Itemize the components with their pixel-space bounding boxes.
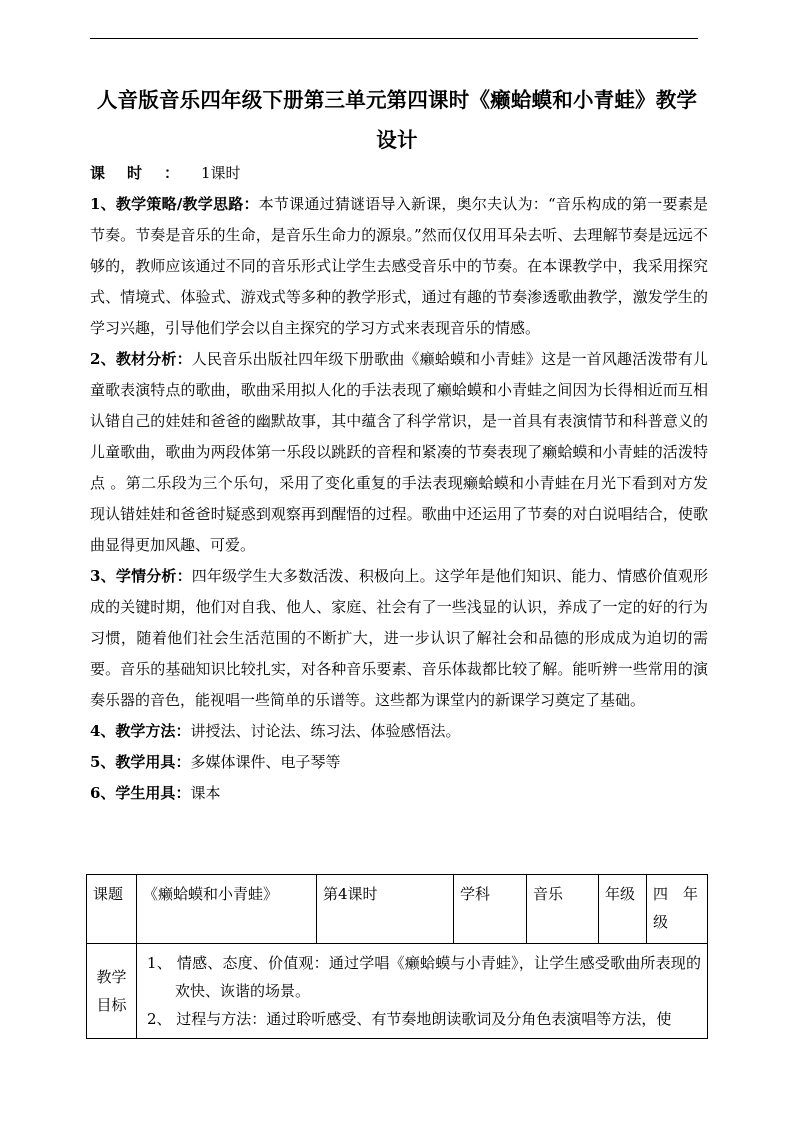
table-cell: 第4课时 — [317, 875, 454, 944]
section-label: 5、教学用具： — [90, 753, 191, 771]
class-hours-label: 课时： — [90, 164, 202, 182]
section-text: 本节课通过猜谜语导入新课，奥尔夫认为：“音乐构成的第一要素是节奏。节奏是音乐的生命，是音乐生命力的源泉。”然而仅仅用耳朵去听、去理解节奏是远远不够的，教师应该通过不同的音乐形式让学生去感受音乐中的节奏。在本课教学中，我采用探究式、情境式、体验式、游戏式等多种的教学形式，通过有趣的节奏渗透歌曲教学，激发学生的学习兴趣，引导他们学会以自主探究的学习方式来表现音乐的情感。 — [90, 195, 708, 337]
class-hours-value: 1课时 — [201, 164, 241, 182]
section-strategy — [90, 189, 708, 344]
table-cell: 音乐 — [527, 875, 599, 944]
section-text: 课本 — [190, 784, 221, 802]
header-rule — [90, 38, 698, 39]
section-material-analysis — [90, 344, 708, 561]
section-teaching-methods — [90, 716, 708, 747]
class-hours — [90, 158, 708, 189]
section-label: 4、教学方法： — [90, 722, 191, 740]
section-text: 人民音乐出版社四年级下册歌曲《癞蛤蟆和小青蛙》这是一首风趣活泼带有儿童歌表演特点的歌曲，歌曲采用拟人化的手法表现了癞蛤蟆和小青蛙之间因为长得相近而互相认错自己的娃娃和爸爸的幽默故事，其中蕴含了科学常识，是一首具有表演情节和科普意义的儿童歌曲，歌曲为两段体第一乐段以跳跃的音程和紧凑的节奏表现了癞蛤蟆和小青蛙的活泼特点 。第二乐段为三个乐句，采用了变化重复的手法表现癞蛤蟆和小青蛙在月光下看到对方发现认错娃娃和爸爸时疑惑到观察再到醒悟的过程。歌曲中还运用了节奏的对白说唱结合，使歌曲显得更加风趣、可爱。 — [90, 350, 708, 554]
section-text: 多媒体课件、电子琴等 — [190, 753, 341, 771]
teaching-goals-content — [137, 944, 708, 1039]
section-student-analysis — [90, 561, 708, 716]
table-cell: 课题 — [87, 875, 137, 944]
section-label: 1、教学策略/教学思路： — [90, 195, 259, 213]
list-item: 1、 情感、态度、价值观：通过学唱《癞蛤蟆与小青蛙》，让学生感受歌曲所表现的欢快、诙谐的场景。 — [147, 954, 701, 1000]
section-text: 讲授法、讨论法、练习法、体验感悟法。 — [190, 722, 461, 740]
document-title — [84, 80, 710, 160]
table-row — [87, 944, 708, 1039]
list-item: 2、 过程与方法：通过聆听感受、有节奏地朗读歌词及分角色表演唱等方法，使 — [147, 1010, 672, 1028]
section-label: 6、学生用具： — [90, 784, 191, 802]
title-line-1: 人音版音乐四年级下册第三单元第四课时《癞蛤蟆和小青蛙》教学 — [96, 88, 698, 112]
section-teaching-tools — [90, 747, 708, 778]
table-cell: 《癞蛤蟆和小青蛙》 — [137, 875, 317, 944]
table-cell: 四 年级 — [647, 875, 708, 944]
document-body — [90, 158, 708, 809]
section-text: 四年级学生大多数活泼、积极向上。这学年是他们知识、能力、情感价值观形成的关键时期，他们对自我、他人、家庭、社会有了一些浅显的认识，养成了一定的好的行为习惯，随着他们社会生活范围的不断扩大，进一步认识了解社会和品德的形成成为迫切的需要。音乐的基础知识比较扎实，对各种音乐要素、音乐体裁都比较了解。能听辨一些常用的演奏乐器的音色，能视唱一些简单的乐谱等。这些都为课堂内的新课学习奠定了基础。 — [90, 567, 708, 709]
lesson-plan-table — [86, 874, 708, 1039]
title-line-2: 设计 — [376, 128, 418, 152]
table-cell: 年级 — [599, 875, 647, 944]
section-label: 3、学情分析： — [90, 567, 192, 585]
table-cell: 学科 — [454, 875, 527, 944]
teaching-goals-label: 教学 目标 — [87, 944, 137, 1039]
section-student-tools — [90, 778, 708, 809]
section-label: 2、教材分析： — [90, 350, 192, 368]
table-row — [87, 875, 708, 944]
